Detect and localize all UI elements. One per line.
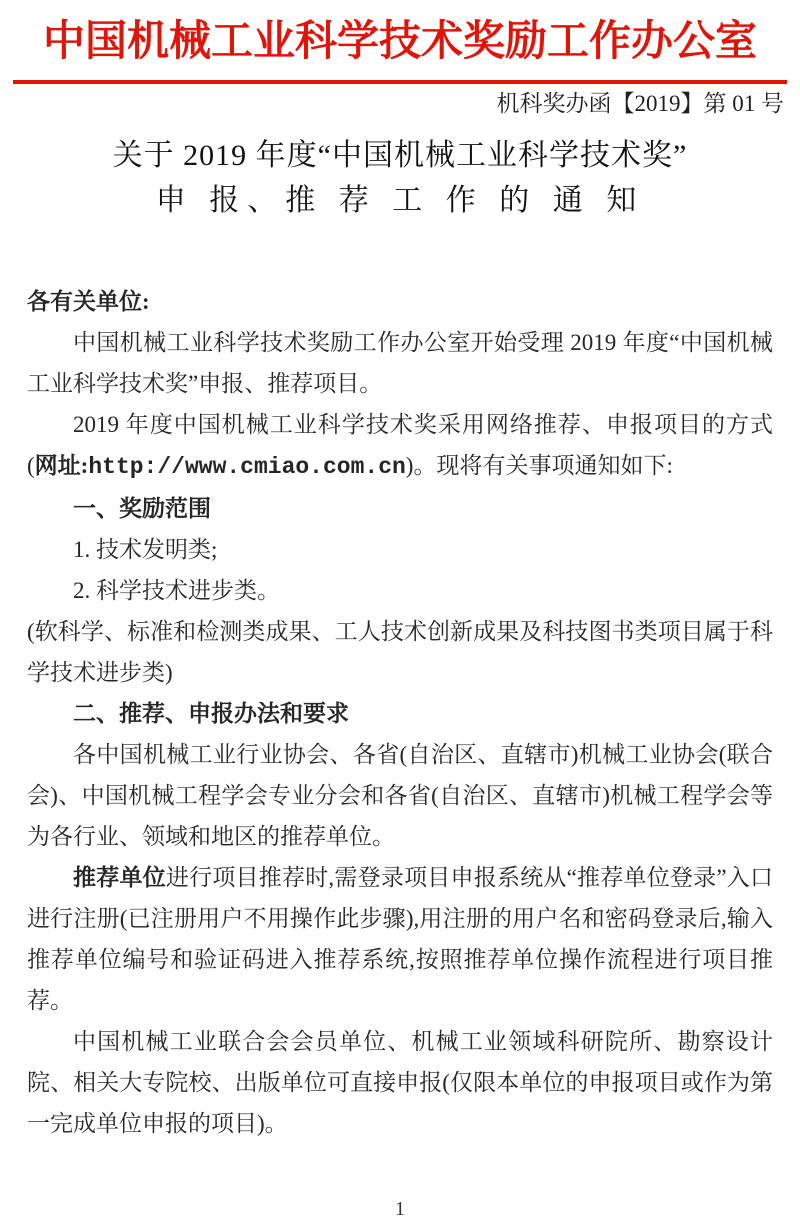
section-heading-recommendation-method: 二、推荐、申报办法和要求 (73, 701, 349, 726)
note-category-clarification: (软科学、标准和检测类成果、工人技术创新成果及科技图书类项目属于科学技术进步类) (27, 619, 773, 685)
paragraph-acceptance: 中国机械工业科学技术奖励工作办公室开始受理 2019 年度“中国机械工业科学技术奖”申报、推荐项目。 (27, 330, 773, 396)
paragraph-direct-application: 中国机械工业联合会会员单位、机械工业领域科研院所、勘察设计院、相关大专院校、出版单位可直接申报(仅限本单位的申报项目或作为第一完成单位申报的项目)。 (27, 1029, 773, 1136)
salutation: 各有关单位: (27, 289, 150, 314)
website-url: http://www.cmiao.com.cn (88, 454, 406, 480)
section-heading-award-scope: 一、奖励范围 (73, 496, 211, 521)
notice-title-line1: 关于 2019 年度“中国机械工业科学技术奖” (112, 139, 688, 172)
notice-title-line2: 申 报、推 荐 工 作 的 通 知 (155, 184, 645, 217)
paragraph-recommendation-process-text: 进行项目推荐时,需登录项目申报系统从“推荐单位登录”入口进行注册(已注册用户不用操作此步骤),用注册的用户名和密码登录后,输入推荐单位编号和验证码进入推荐系统,按照推荐单位操作流程进行项目推荐。 (27, 865, 774, 1013)
paragraph-recommending-units: 各中国机械工业行业协会、各省(自治区、直辖市)机械工业协会(联合会)、中国机械工程学会专业分会和各省(自治区、直辖市)机械工程学会等为各行业、领域和地区的推荐单位。 (27, 742, 773, 849)
notice-title (0, 138, 800, 219)
paragraph-method-text: 2019 年度中国机械工业科学技术奖采用网络推荐、申报项目的方式( (27, 412, 773, 478)
url-label: 网址: (34, 453, 89, 478)
recommending-unit-label: 推荐单位 (73, 865, 166, 890)
paragraph-method-tail: )。现将有关事项通知如下: (405, 453, 673, 478)
page-number: 1 (395, 1198, 405, 1220)
letterhead-divider-rule (13, 80, 787, 84)
list-item-invention-category: 1. 技术发明类; (73, 537, 218, 562)
list-item-progress-category: 2. 科学技术进步类。 (73, 578, 280, 603)
notice-body (27, 281, 773, 1144)
paragraph-recommendation-process (27, 857, 773, 1021)
document-number: 机科奖办函【2019】第 01 号 (496, 91, 784, 116)
paragraph-method (27, 404, 773, 488)
org-letterhead-title: 中国机械工业科学技术奖励工作办公室 (42, 19, 757, 65)
